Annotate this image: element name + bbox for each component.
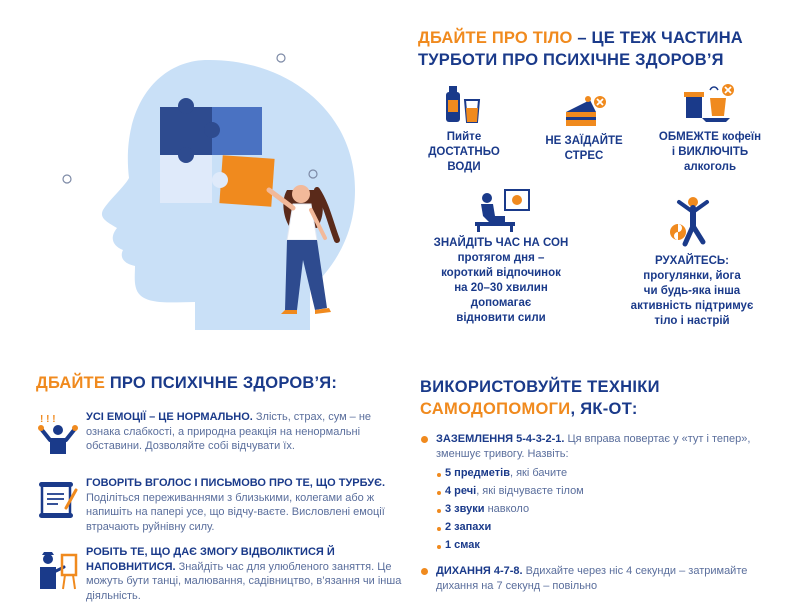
self-help-title-rest: , ЯК-ОТ: bbox=[570, 400, 638, 418]
sense-feel-text: , які відчуваєте тілом bbox=[476, 485, 584, 497]
tip-water-line3: ВОДИ bbox=[447, 161, 481, 173]
grounding-bullet bbox=[421, 436, 428, 443]
tip-rest-line2: короткий відпочинок bbox=[441, 267, 561, 279]
tip-rest-line1: протягом дня – bbox=[457, 252, 545, 264]
sense-taste-bold: 1 смак bbox=[445, 539, 480, 551]
mind-item-talk-bold: ГОВОРІТЬ ВГОЛОС І ПИСЬМОВО ПРО ТЕ, ЩО ТУРБУЄ. bbox=[86, 477, 385, 489]
sense-smell-bold: 2 запахи bbox=[445, 521, 492, 533]
svg-text:! ! !: ! ! ! bbox=[40, 414, 56, 425]
breathing-bold: ДИХАННЯ 4-7-8. bbox=[436, 565, 523, 577]
mind-item-emotions-text bbox=[86, 410, 406, 454]
breathing-text bbox=[436, 564, 766, 593]
head-puzzle-svg bbox=[55, 40, 375, 340]
mind-care-title bbox=[36, 374, 337, 393]
cake-no-icon bbox=[560, 90, 608, 130]
mind-item-talk-body: Поділіться переживаннями з близькими, колегами або ж напишіть на папері усе, що відчу-ваєте. Висловлені емоції втрачають руйнівну силу. bbox=[86, 491, 385, 533]
sense-hear-text: навколо bbox=[484, 503, 530, 515]
sense-bullet bbox=[437, 491, 441, 495]
tip-exercise-line1: прогулянки, йога bbox=[643, 270, 741, 282]
body-title-rest: – ЦЕ ТЕЖ ЧАСТИНА bbox=[572, 29, 743, 47]
deco-circle bbox=[63, 175, 71, 183]
sense-bullet bbox=[437, 527, 441, 531]
rest-sun-icon bbox=[471, 186, 531, 232]
sense-item-feel bbox=[445, 485, 584, 497]
tip-cake-line2: СТРЕС bbox=[564, 150, 604, 162]
tip-rest-line3: на 20–30 хвилин bbox=[454, 282, 548, 294]
mind-item-hobby-body: Знайдіть час для улюбленого заняття. Це можуть бути танці, малювання, садівництво, в’язання чи інша діяльність. bbox=[86, 560, 402, 602]
grounding-body: Ця вправа повертає у «тут і тепер», зменшує тривогу. Назвіть: bbox=[436, 433, 751, 460]
mind-item-hobby-bold: РОБІТЬ ТЕ, ЩО ДАЄ ЗМОГУ ВІДВОЛІКТИСЯ Й НАПОВНИТИСЯ. bbox=[86, 546, 335, 573]
tip-cake-line1: НЕ ЗАЇДАЙТЕ bbox=[545, 135, 623, 147]
tip-coffee-line2: і ВИКЛЮЧІТЬ bbox=[671, 146, 749, 158]
tip-rest-title: ЗНАЙДІТЬ ЧАС НА СОН bbox=[433, 237, 569, 249]
grounding-text bbox=[436, 432, 766, 461]
mind-title-highlight: ДБАЙТЕ bbox=[36, 374, 106, 392]
tip-exercise-title: РУХАЙТЕСЬ: bbox=[654, 255, 729, 267]
tip-coffee-line1: ОБМЕЖТЕ кофеїн bbox=[658, 131, 762, 143]
breathing-body: Вдихайте через ніс 4 секунди – затримайте дихання на 7 секунд – повільно bbox=[436, 565, 748, 592]
sense-see-bold: 5 предметів bbox=[445, 467, 510, 479]
deco-circle bbox=[277, 54, 285, 62]
tip-exercise bbox=[610, 196, 774, 329]
coffee-alcohol-icon bbox=[680, 82, 740, 126]
sense-item-see bbox=[445, 467, 567, 479]
sense-hear-bold: 3 звуки bbox=[445, 503, 485, 515]
painter-easel-icon bbox=[36, 547, 80, 591]
self-help-title-highlight: САМОДОПОМОГИ bbox=[420, 400, 571, 418]
sense-item-hear bbox=[445, 503, 529, 515]
tip-exercise-line2: чи будь-яка інша bbox=[643, 285, 741, 297]
body-title-highlight: ДБАЙТЕ ПРО ТІЛО bbox=[418, 29, 573, 47]
grounding-bold: ЗАЗЕМЛЕННЯ 5-4-3-2-1. bbox=[436, 433, 565, 445]
tip-coffee-alcohol bbox=[645, 82, 775, 175]
mind-item-emotions-bold: УСІ ЕМОЦІЇ – ЦЕ НОРМАЛЬНО. bbox=[86, 411, 253, 423]
body-care-title bbox=[418, 27, 778, 71]
tip-no-stress-eating bbox=[532, 90, 636, 164]
sense-bullet bbox=[437, 473, 441, 477]
head-puzzle-illustration bbox=[55, 40, 375, 340]
self-help-title bbox=[420, 376, 780, 420]
mind-item-hobby-text bbox=[86, 545, 406, 603]
sense-see-text: , які бачите bbox=[509, 467, 568, 479]
sense-feel-bold: 4 речі bbox=[445, 485, 477, 497]
mind-item-emotions-body: Злість, страх, сум – не ознака слабкості, а природна реакція на ненормальні обставини. Дозволяйте собі відчувати їх. bbox=[86, 411, 372, 452]
tip-water-line1: Пийте bbox=[446, 131, 482, 143]
self-help-title-line1: ВИКОРИСТОВУЙТЕ ТЕХНІКИ bbox=[420, 378, 660, 396]
emotions-person-icon bbox=[36, 412, 80, 456]
exercise-yoga-icon bbox=[667, 196, 717, 250]
tip-exercise-line3: активність підтримує bbox=[630, 300, 754, 312]
mind-title-rest: ПРО ПСИХІЧНЕ ЗДОРОВ’Я: bbox=[105, 374, 338, 392]
tip-water bbox=[424, 82, 504, 175]
tip-rest-line4: допомагає bbox=[470, 297, 532, 309]
water-bottle-glass-icon bbox=[441, 82, 487, 126]
sense-item-smell bbox=[445, 521, 491, 533]
mind-item-talk-text bbox=[86, 476, 406, 534]
scroll-writing-icon bbox=[36, 478, 80, 522]
tip-rest-line5: відновити сили bbox=[456, 312, 546, 324]
tip-exercise-line4: тіло і настрій bbox=[654, 315, 730, 327]
body-title-line2: ТУРБОТИ ПРО ПСИХІЧНЕ ЗДОРОВ’Я bbox=[418, 51, 724, 69]
sense-item-taste bbox=[445, 539, 480, 551]
breathing-bullet bbox=[421, 568, 428, 575]
tip-rest bbox=[422, 186, 580, 326]
tip-coffee-line3: алкоголь bbox=[683, 161, 737, 173]
tip-water-line2: ДОСТАТНЬО bbox=[428, 146, 500, 158]
sense-bullet bbox=[437, 509, 441, 513]
sense-bullet bbox=[437, 545, 441, 549]
